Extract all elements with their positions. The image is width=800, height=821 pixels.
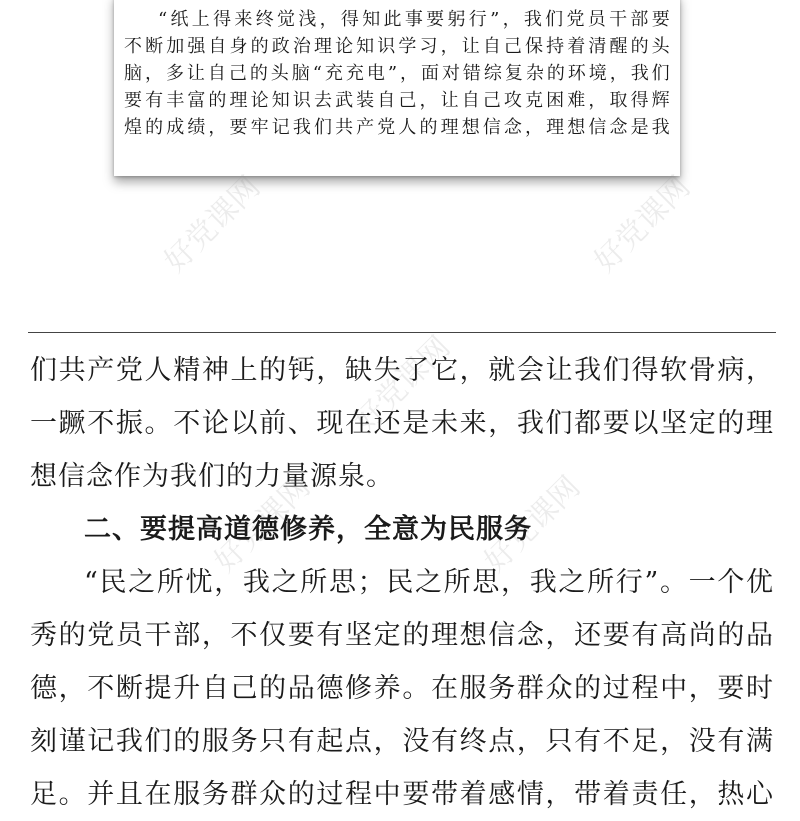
section-heading: 二、要提高道德修养，全意为民服务 (84, 514, 532, 545)
preview-line: 要有丰富的理论知识去武装自己，让自己攻克困难，取得辉 (124, 90, 670, 111)
paragraph-line: 秀的党员干部，不仅要有坚定的理想信念，还要有高尚的品 (30, 620, 774, 651)
paragraph-line: 一蹶不振。不论以前、现在还是未来，我们都要以坚定的理 (30, 408, 774, 439)
watermark: 好党课网 (477, 469, 588, 580)
watermark: 好党课网 (207, 469, 318, 580)
preview-line: 不断加强自身的政治理论知识学习，让自己保持着清醒的头 (124, 36, 670, 57)
watermark: 好党课网 (347, 329, 458, 440)
paragraph-line: 足。并且在服务群众的过程中要带着感情，带着责任，热心 (30, 779, 774, 810)
preview-paragraph (124, 6, 670, 141)
watermark: 好党课网 (587, 169, 698, 280)
document-body (30, 344, 774, 821)
paragraph-line: 德，不断提升自己的品德修养。在服务群众的过程中，要时 (30, 673, 774, 704)
watermark: 好党课网 (157, 169, 268, 280)
preview-line: 煌的成绩，要牢记我们共产党人的理想信念，理想信念是我 (124, 117, 670, 138)
document-preview-card (114, 0, 680, 176)
page-divider (28, 332, 776, 333)
preview-line: 脑，多让自己的头脑“充充电”，面对错综复杂的环境，我们 (124, 63, 670, 84)
preview-line: “纸上得来终觉浅，得知此事要躬行”，我们党员干部要 (158, 9, 670, 30)
paragraph-line: “民之所忧，我之所思；民之所思，我之所行”。一个优 (84, 567, 774, 598)
paragraph-line: 想信念作为我们的力量源泉。 (30, 461, 394, 492)
paragraph-line: 刻谨记我们的服务只有起点，没有终点，只有不足，没有满 (30, 726, 774, 757)
paragraph-line: 们共产党人精神上的钙，缺失了它，就会让我们得软骨病， (30, 355, 774, 386)
